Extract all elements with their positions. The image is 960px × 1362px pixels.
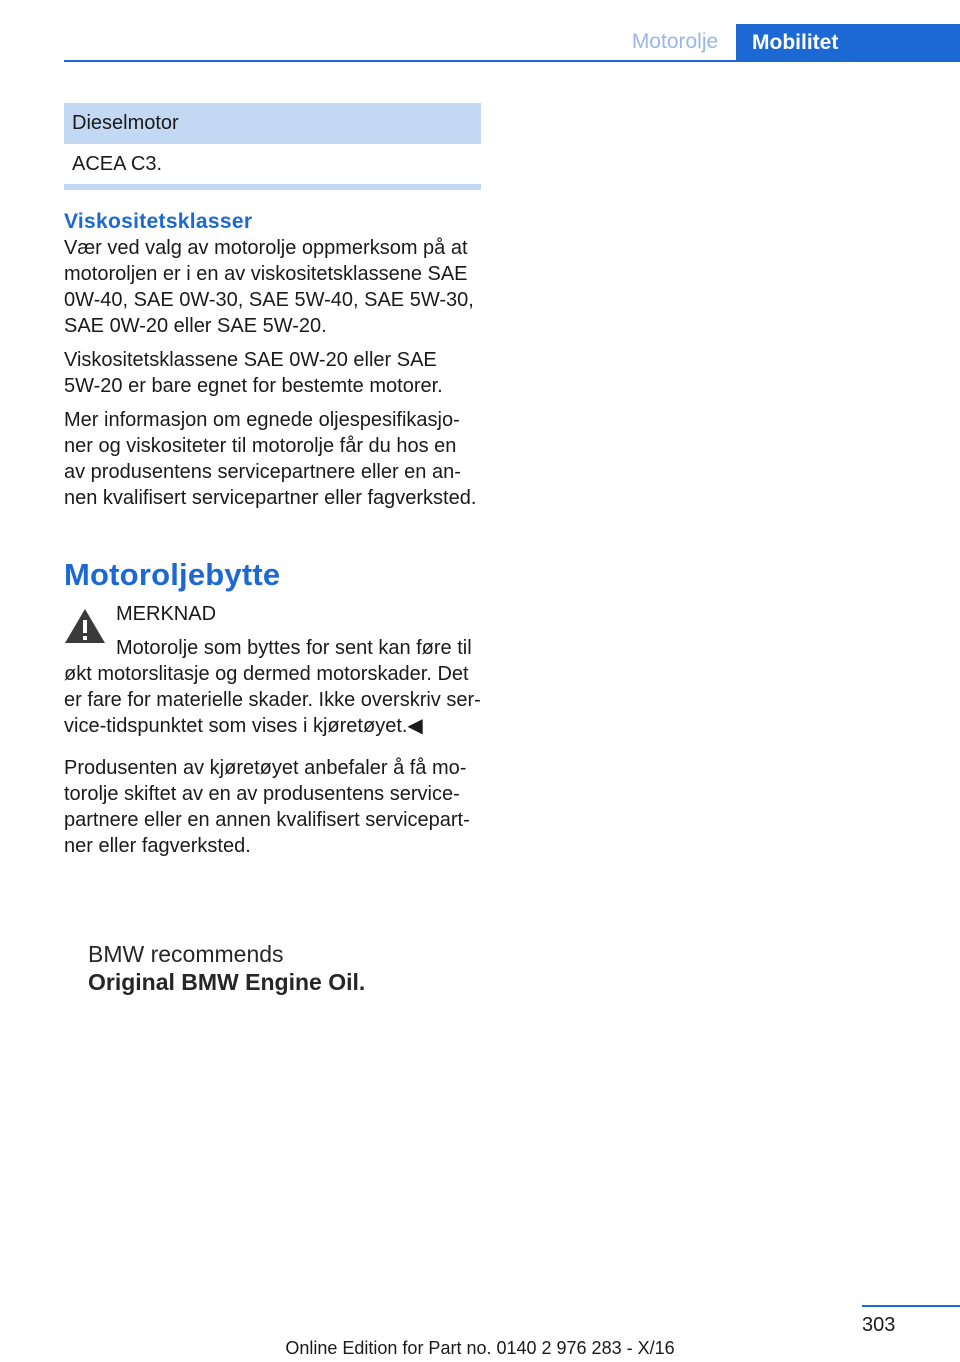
bmw-oil-ad	[88, 940, 365, 996]
table-value-cell: ACEA C3.	[72, 153, 163, 175]
ad-line-1: BMW recommends	[88, 941, 284, 967]
oil-change-paragraph: Produsenten av kjøretøyet anbefaler å få mo- torolje skiftet av en av produsentens service- partnere eller en annen kvalifisert servicepart- ner eller fagverksted.	[64, 757, 470, 857]
header-chapter[interactable]: Motorolje	[631, 30, 719, 53]
viscosity-paragraph-3: Mer informasjon om egnede oljespesifikasjo- ner og viskositeter til motorolje får du hos en av produsentens servicepartnere eller en an- nen kvalifisert servicepartner eller fagverksted.	[64, 409, 477, 509]
warning-triangle-icon	[64, 607, 106, 645]
ad-line-2: Original BMW Engine Oil.	[88, 969, 366, 995]
footer-rule	[862, 1305, 960, 1307]
table-header-cell: Dieselmotor	[64, 103, 481, 144]
oil-spec-table	[64, 103, 481, 190]
page-number: 303	[862, 1314, 896, 1336]
edition-text: Online Edition for Part no. 0140 2 976 283 - X/16	[285, 1338, 675, 1358]
viscosity-paragraph-1: Vær ved valg av motorolje oppmerksom på at motoroljen er i en av viskositetsklassene SAE 0W-40, SAE 0W-30, SAE 5W-40, SAE 5W-30, SAE 0W-20 eller SAE 5W-20.	[64, 237, 474, 337]
header-rule	[64, 60, 960, 62]
viscosity-heading: Viskositetsklasser	[64, 210, 253, 233]
oil-change-section	[64, 555, 484, 859]
viscosity-paragraph-2: Viskositetsklassene SAE 0W-20 eller SAE 5W-20 er bare egnet for bestemte motorer.	[64, 349, 443, 397]
viscosity-section	[64, 209, 484, 511]
notice-label: MERKNAD	[116, 603, 217, 625]
oil-change-heading: Motoroljebytte	[64, 557, 281, 592]
header-section[interactable]: Mobilitet	[736, 24, 960, 62]
notice-text: Motorolje som byttes for sent kan føre til økt motorslitasje og dermed motorskader. Det er fare for materielle skader. Ikke overskriv ser- vice-tidspunktet som vises i kjøretøyet.◀	[64, 637, 481, 737]
table-bottom-rule	[64, 184, 481, 190]
